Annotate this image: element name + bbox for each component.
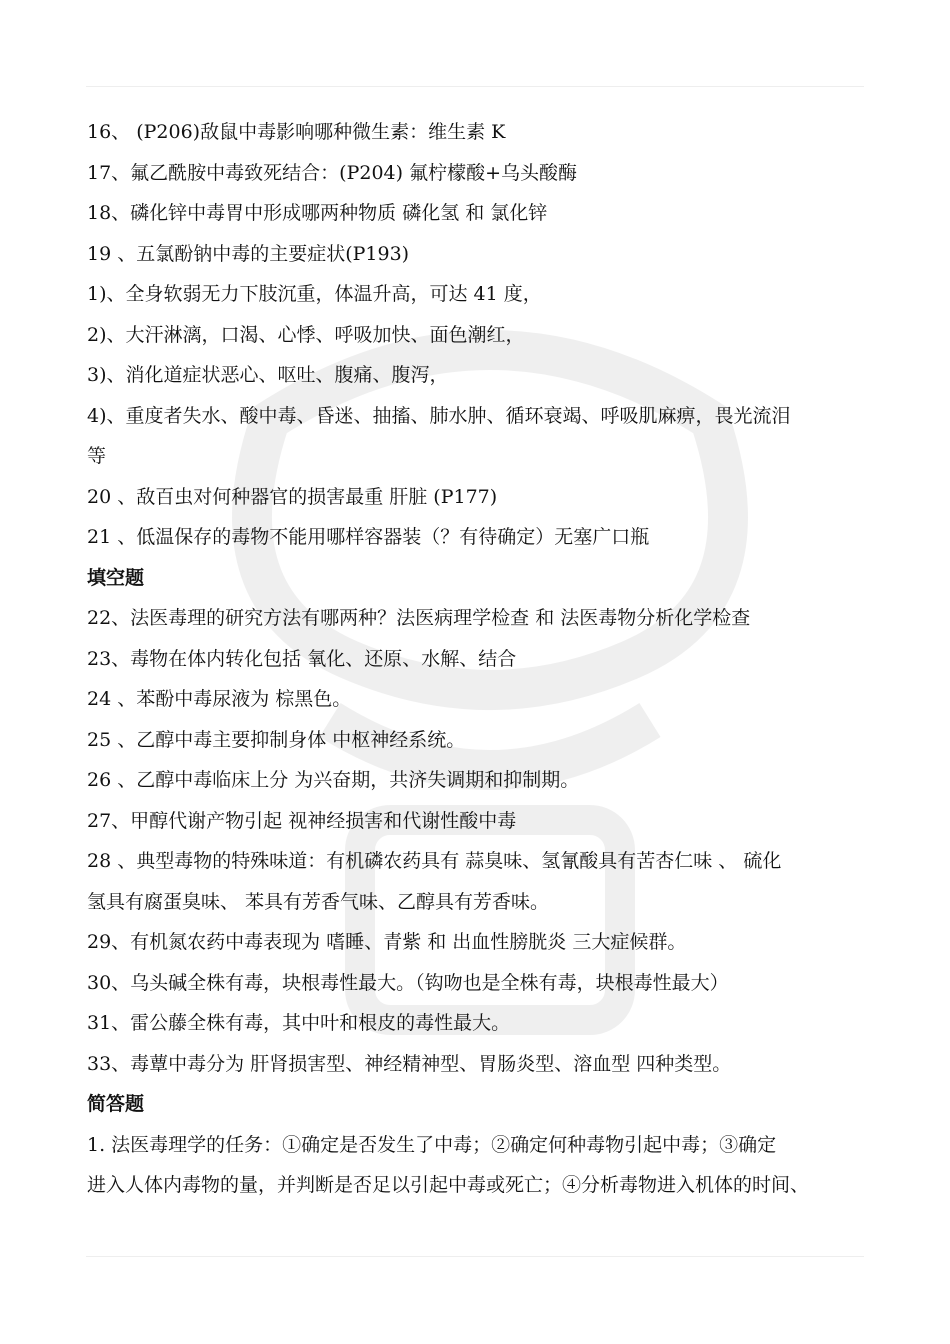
text-line: 33、毒蕈中毒分为 肝肾损害型、神经精神型、胃肠炎型、溶血型 四种类型。	[87, 1052, 732, 1075]
text-line: 3)、消化道症状恶心、呕吐、腹痛、腹泻，	[87, 364, 449, 386]
text-line: 27、甲醇代谢产物引起 视神经损害和代谢性酸中毒	[87, 809, 517, 832]
text-line: 22、法医毒理的研究方法有哪两种？法医病理学检查 和 法医毒物分析化学检查	[87, 607, 751, 629]
text-line: 25 、乙醇中毒主要抑制身体 中枢神经系统。	[87, 728, 466, 751]
section-heading: 填空题	[87, 566, 145, 589]
section-heading: 简答题	[87, 1093, 145, 1115]
text-line: 2)、大汗淋漓，口渴、心悸、呼吸加快、面色潮红，	[87, 323, 525, 346]
text-line: 进入人体内毒物的量，并判断是否足以引起中毒或死亡；④分析毒物进入机体的时间、	[87, 1174, 810, 1196]
text-line: 30、乌头碱全株有毒，块根毒性最大。（钩吻也是全株有毒，块根毒性最大）	[87, 971, 729, 994]
footer-rule	[86, 1256, 864, 1257]
text-line: 20 、敌百虫对何种器官的损害最重 肝脏 (P177)	[87, 485, 498, 508]
text-line: 等	[87, 445, 107, 467]
text-line: 16、 (P206)敌鼠中毒影响哪种微生素：维生素 K	[87, 121, 506, 143]
text-line: 24 、苯酚中毒尿液为 棕黑色。	[87, 688, 352, 710]
text-line: 21 、低温保存的毒物不能用哪样容器装（？有待确定）无塞广口瓶	[87, 526, 650, 548]
text-line: 氢具有腐蛋臭味、 苯具有芳香气味、乙醇具有芳香味。	[87, 890, 550, 913]
text-line: 1)、全身软弱无力下肢沉重，体温升高，可达 41 度，	[87, 283, 542, 305]
document-body	[87, 112, 865, 1206]
text-line: 31、雷公藤全株有毒，其中叶和根皮的毒性最大。	[87, 1012, 511, 1034]
text-line: 19 、五氯酚钠中毒的主要症状(P193)	[87, 242, 410, 265]
text-line: 17、氟乙酰胺中毒致死结合：(P204) 氟柠檬酸+乌头酸酶	[87, 161, 578, 184]
text-line: 1. 法医毒理学的任务：①确定是否发生了中毒；②确定何种毒物引起中毒；③确定	[87, 1133, 777, 1156]
text-line: 4)、重度者失水、酸中毒、昏迷、抽搐、肺水肿、循环衰竭、呼吸肌麻痹，畏光流泪	[87, 404, 791, 427]
header-rule	[86, 86, 864, 87]
text-line: 29、有机氮农药中毒表现为 嗜睡、青紫 和 出血性膀胱炎 三大症候群。	[87, 931, 687, 953]
text-line: 23、毒物在体内转化包括 氧化、还原、水解、结合	[87, 647, 517, 670]
text-line: 18、磷化锌中毒胃中形成哪两种物质 磷化氢 和 氯化锌	[87, 202, 548, 224]
text-line: 28 、典型毒物的特殊味道：有机磷农药具有 蒜臭味、氢氰酸具有苦杏仁味 、 硫化	[87, 850, 782, 872]
text-line: 26 、乙醇中毒临床上分 为兴奋期，共济失调期和抑制期。	[87, 769, 580, 791]
